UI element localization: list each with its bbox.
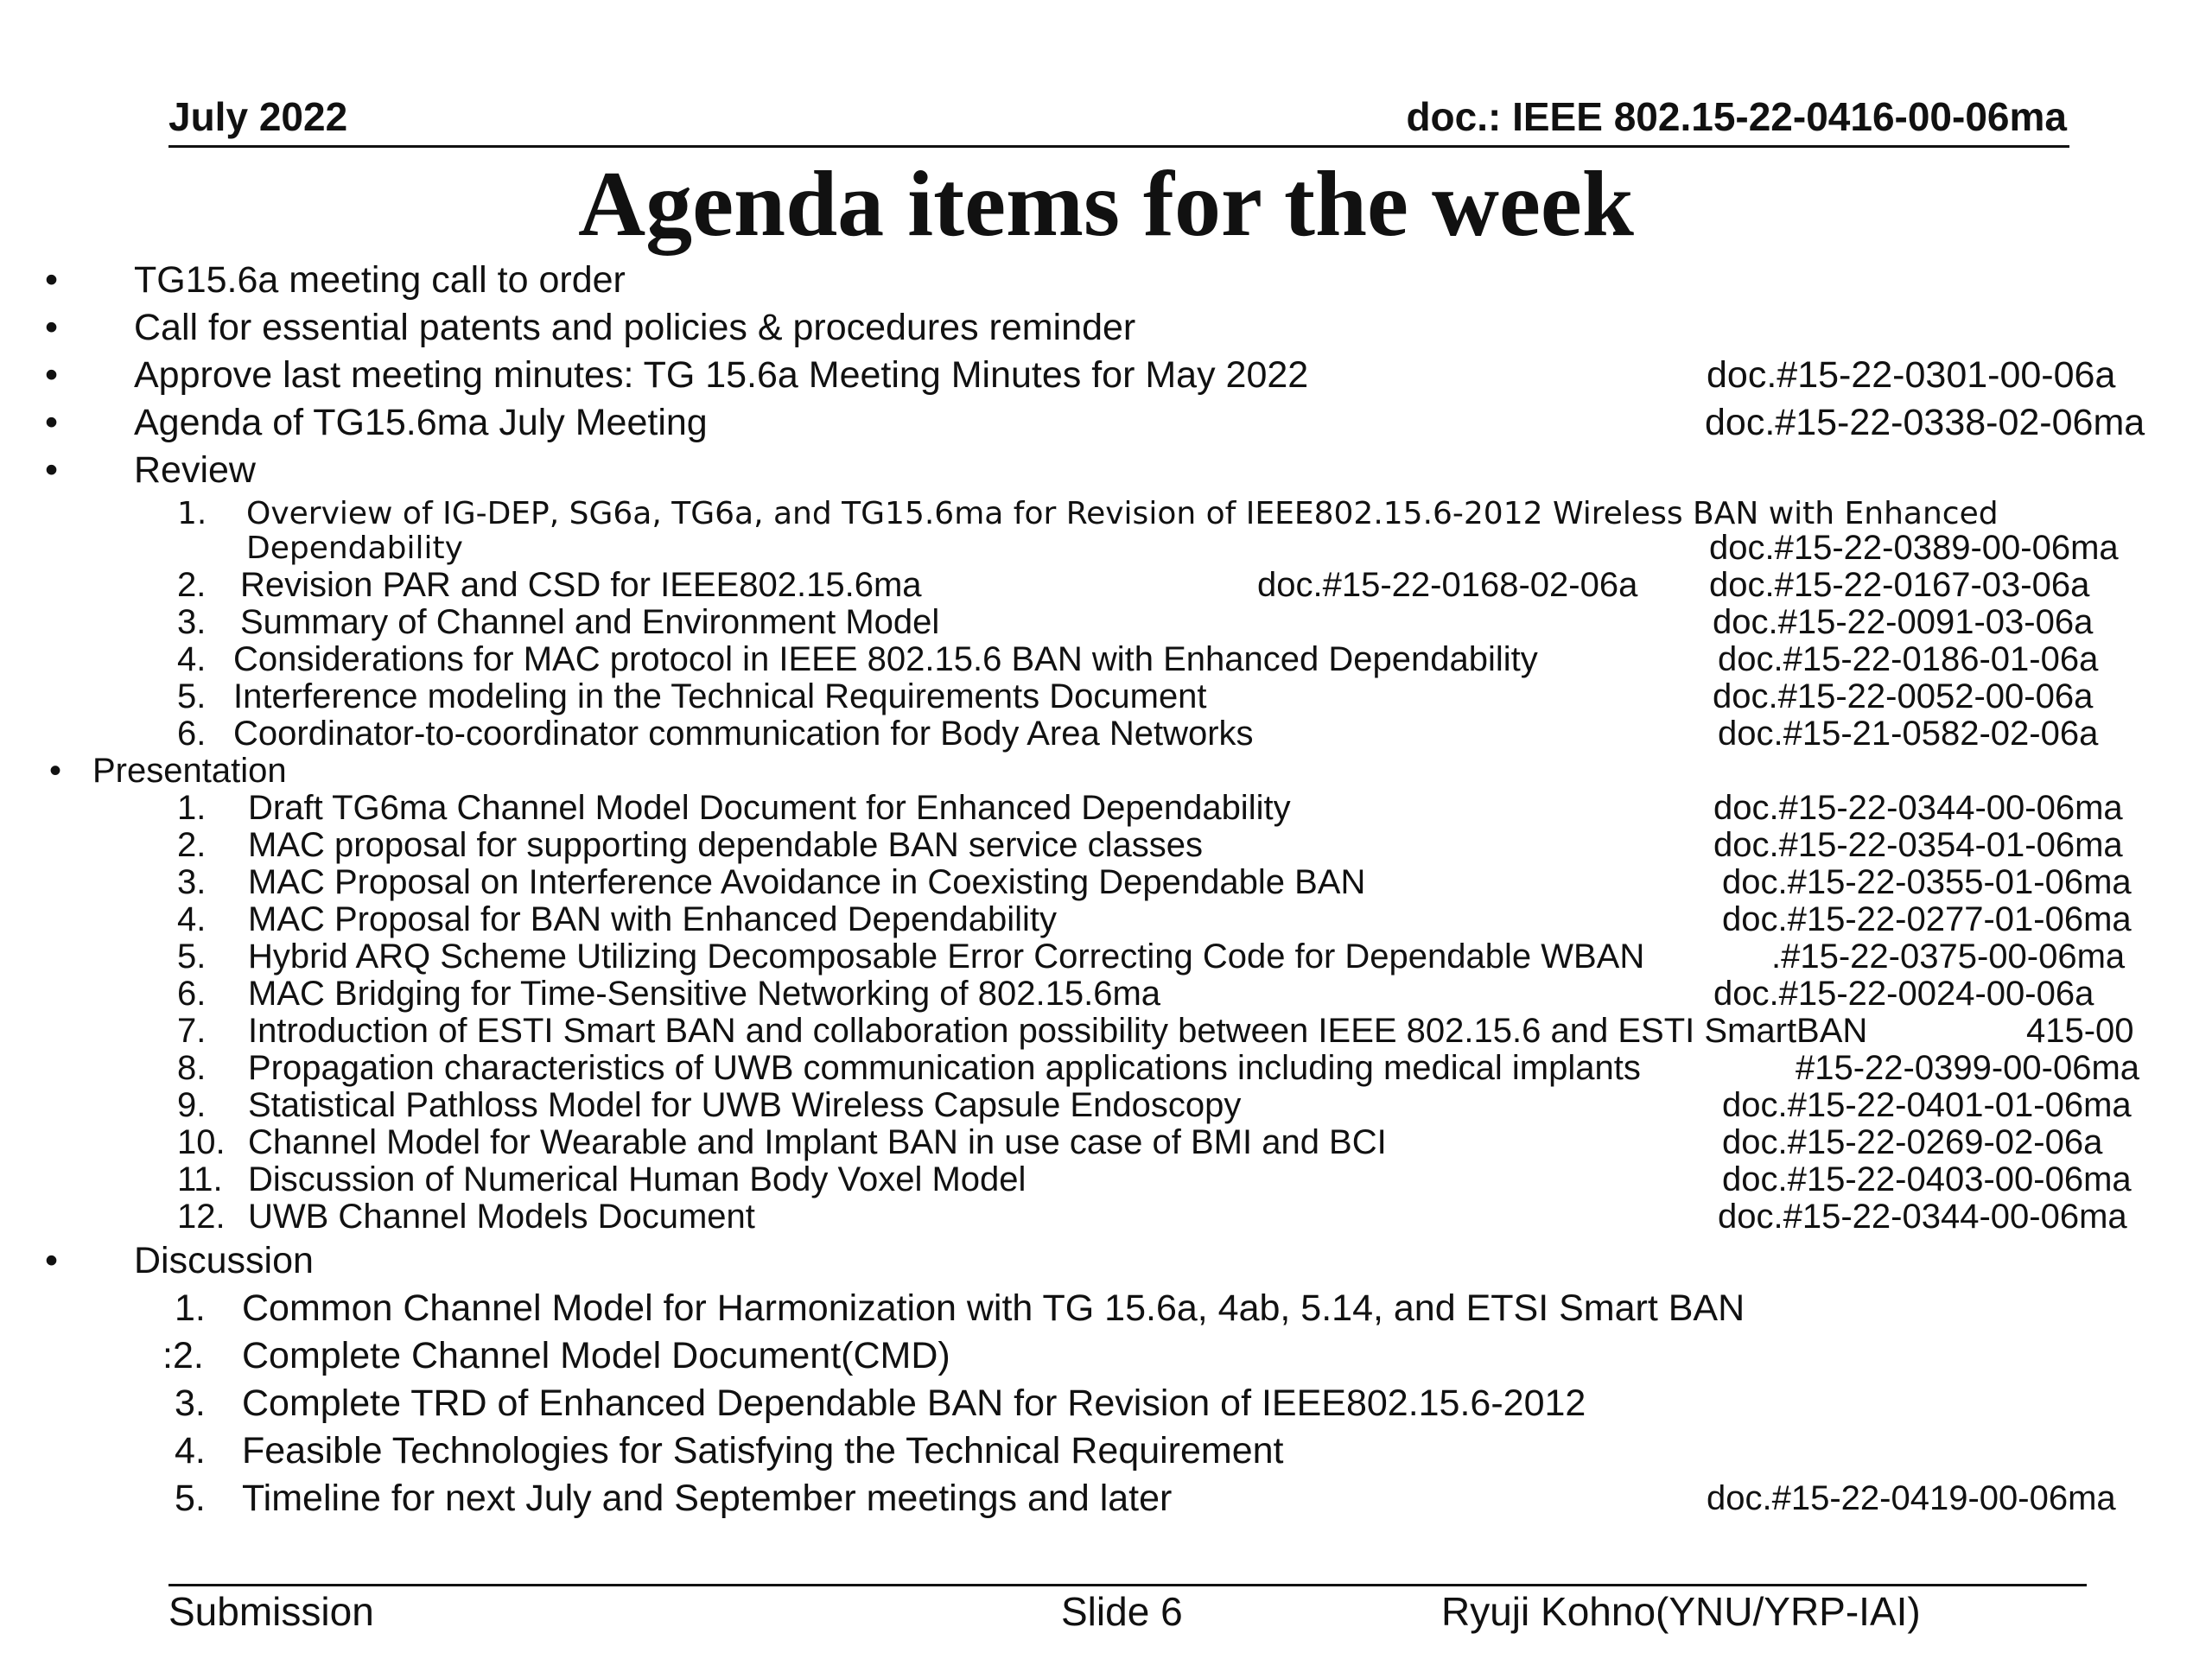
presentation-item-number: 5. xyxy=(177,938,207,976)
bullet-marker: • xyxy=(45,1240,59,1281)
doc-ref: doc.#15-22-0269-02-06a xyxy=(1722,1123,2103,1161)
review-item-text: Revision PAR and CSD for IEEE802.15.6ma xyxy=(240,566,922,604)
bullet-call-to-order: TG15.6a meeting call to order xyxy=(134,259,626,301)
doc-ref: doc.#15-22-0344-00-06ma xyxy=(1718,1198,2127,1236)
bullet-marker: • xyxy=(45,259,59,301)
presentation-item-number: 3. xyxy=(177,863,207,901)
doc-ref: doc.#15-22-0344-00-06ma xyxy=(1713,789,2123,827)
discussion-item-text: Timeline for next July and September meetings and later xyxy=(242,1478,1173,1519)
review-item-text: Interference modeling in the Technical Requirements Document xyxy=(233,677,1207,715)
presentation-item-number: 4. xyxy=(177,900,207,938)
presentation-item-text: Channel Model for Wearable and Implant BAN in use case of BMI and BCI xyxy=(248,1123,1387,1161)
discussion-item-text: Complete TRD of Enhanced Dependable BAN for Revision of IEEE802.15.6-2012 xyxy=(242,1382,1586,1424)
presentation-item-text: Hybrid ARQ Scheme Utilizing Decomposable Error Correcting Code for Dependable WBAN xyxy=(248,938,1645,976)
doc-ref: doc.#15-22-0186-01-06a xyxy=(1718,640,2099,678)
review-item-text: Summary of Channel and Environment Model xyxy=(240,603,940,641)
doc-ref: doc.#15-22-0401-01-06ma xyxy=(1722,1086,2132,1124)
presentation-item-text: MAC Bridging for Time-Sensitive Networking of 802.15.6ma xyxy=(248,975,1161,1013)
footer-submission: Submission xyxy=(168,1589,374,1634)
bullet-marker: • xyxy=(49,752,62,790)
bullet-approve-minutes: Approve last meeting minutes: TG 15.6a Meeting Minutes for May 2022 xyxy=(134,354,1309,396)
discussion-item-number: 4. xyxy=(175,1430,206,1471)
presentation-item-text: Draft TG6ma Channel Model Document for Enhanced Dependability xyxy=(248,789,1291,827)
doc-ref: doc.#15-22-0389-00-06ma xyxy=(1709,529,2119,567)
footer-rule xyxy=(168,1584,2087,1586)
doc-ref: doc.#15-22-0419-00-06ma xyxy=(1707,1479,2116,1517)
presentation-item-number: 9. xyxy=(177,1086,207,1124)
bullet-agenda: Agenda of TG15.6ma July Meeting xyxy=(134,402,708,443)
presentation-item-number: 1. xyxy=(177,789,207,827)
doc-ref: .#15-22-0375-00-06ma xyxy=(1771,938,2126,976)
header-date: July 2022 xyxy=(168,94,348,139)
bullet-review: Review xyxy=(134,449,256,491)
review-item-number: 6. xyxy=(177,715,207,753)
review-item-number: 4. xyxy=(177,640,207,678)
presentation-item-number: 10. xyxy=(177,1123,226,1161)
doc-ref: 415-00 xyxy=(2026,1012,2134,1050)
bullet-patents: Call for essential patents and policies & procedures reminder xyxy=(134,307,1136,348)
bullet-marker: • xyxy=(45,354,59,396)
presentation-item-text: MAC Proposal on Interference Avoidance in Coexisting Dependable BAN xyxy=(248,863,1366,901)
discussion-item-number: 3. xyxy=(175,1382,206,1424)
footer-slide-number: Slide 6 xyxy=(1061,1589,1183,1634)
presentation-item-text: MAC proposal for supporting dependable BAN service classes xyxy=(248,826,1204,864)
presentation-item-number: 12. xyxy=(177,1198,226,1236)
presentation-item-number: 8. xyxy=(177,1049,207,1087)
slide-title: Agenda items for the week xyxy=(578,153,1634,256)
review-item-number: 2. xyxy=(177,566,207,604)
doc-ref: doc.#15-22-0338-02-06ma xyxy=(1705,402,2145,443)
presentation-item-number: 6. xyxy=(177,975,207,1013)
presentation-item-text: Statistical Pathloss Model for UWB Wireless Capsule Endoscopy xyxy=(248,1086,1242,1124)
presentation-item-text: Discussion of Numerical Human Body Voxel Model xyxy=(248,1160,1027,1198)
presentation-item-text: UWB Channel Models Document xyxy=(248,1198,755,1236)
review-item-text: Dependability xyxy=(246,531,463,566)
doc-ref: doc.#15-22-0091-03-06a xyxy=(1713,603,2094,641)
section-discussion: Discussion xyxy=(134,1240,314,1281)
discussion-item-number: 1. xyxy=(175,1287,206,1329)
bullet-marker: • xyxy=(45,449,59,491)
discussion-item-text: Complete Channel Model Document(CMD) xyxy=(242,1335,950,1376)
doc-ref: #15-22-0399-00-06ma xyxy=(1796,1049,2140,1087)
bullet-marker: • xyxy=(45,307,59,348)
doc-ref: doc.#15-22-0052-00-06a xyxy=(1713,677,2094,715)
review-item-number: 1. xyxy=(177,496,207,531)
discussion-item-number: :2. xyxy=(162,1335,204,1376)
presentation-item-number: 11. xyxy=(177,1160,223,1198)
doc-ref: doc.#15-22-0403-00-06ma xyxy=(1722,1160,2132,1198)
review-item-text: Considerations for MAC protocol in IEEE 802.15.6 BAN with Enhanced Dependability xyxy=(233,640,1538,678)
doc-ref: doc.#15-22-0277-01-06ma xyxy=(1722,900,2132,938)
review-item-text: Coordinator-to-coordinator communication for Body Area Networks xyxy=(233,715,1254,753)
presentation-item-text: MAC Proposal for BAN with Enhanced Dependability xyxy=(248,900,1058,938)
discussion-item-text: Feasible Technologies for Satisfying the Technical Requirement xyxy=(242,1430,1284,1471)
header-rule xyxy=(168,145,2069,148)
review-item-number: 3. xyxy=(177,603,207,641)
presentation-item-number: 2. xyxy=(177,826,207,864)
doc-ref: doc.#15-22-0301-00-06a xyxy=(1707,354,2116,396)
doc-ref: doc.#15-21-0582-02-06a xyxy=(1718,715,2099,753)
doc-ref: doc.#15-22-0168-02-06a xyxy=(1257,566,1638,604)
discussion-item-text: Common Channel Model for Harmonization with TG 15.6a, 4ab, 5.14, and ETSI Smart BAN xyxy=(242,1287,1745,1329)
discussion-item-number: 5. xyxy=(175,1478,206,1519)
bullet-marker: • xyxy=(45,402,59,443)
presentation-item-text: Propagation characteristics of UWB communication applications including medical implants xyxy=(248,1049,1641,1087)
doc-ref: doc.#15-22-0024-00-06a xyxy=(1713,975,2094,1013)
presentation-item-text: Introduction of ESTI Smart BAN and collaboration possibility between IEEE 802.15.6 and ESTI SmartBAN xyxy=(248,1012,1868,1050)
doc-ref: doc.#15-22-0355-01-06ma xyxy=(1722,863,2132,901)
header-doc-number: doc.: IEEE 802.15-22-0416-00-06ma xyxy=(1406,94,2067,139)
footer-author: Ryuji Kohno(YNU/YRP-IAI) xyxy=(1441,1589,1921,1634)
review-item-number: 5. xyxy=(177,677,207,715)
section-presentation: Presentation xyxy=(92,752,287,790)
doc-ref: doc.#15-22-0354-01-06ma xyxy=(1713,826,2123,864)
review-item-text: Overview of IG-DEP, SG6a, TG6a, and TG15.6ma for Revision of IEEE802.15.6-2012 Wireless BAN with Enhanced xyxy=(246,496,1999,531)
doc-ref: doc.#15-22-0167-03-06a xyxy=(1709,566,2090,604)
presentation-item-number: 7. xyxy=(177,1012,207,1050)
